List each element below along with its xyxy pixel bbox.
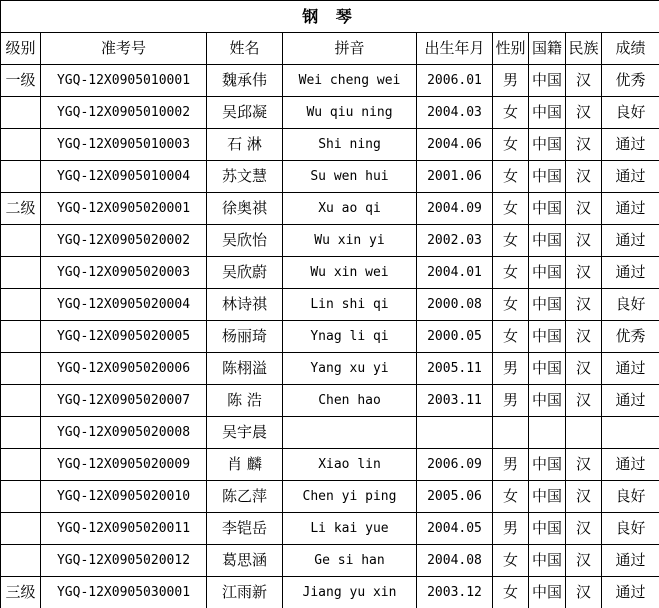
cell-birth: 2006.01 bbox=[417, 65, 493, 97]
cell-level: 三级 bbox=[1, 577, 41, 608]
cell-birth: 2002.03 bbox=[417, 225, 493, 257]
cell-birth: 2001.06 bbox=[417, 161, 493, 193]
cell-grade: 通过 bbox=[602, 129, 659, 161]
cell-pinyin: Chen hao bbox=[283, 385, 417, 417]
cell-birth: 2006.09 bbox=[417, 449, 493, 481]
cell-birth: 2004.06 bbox=[417, 129, 493, 161]
cell-nationality: 中国 bbox=[529, 161, 566, 193]
cell-ethnicity: 汉 bbox=[566, 577, 602, 608]
cell-ethnicity: 汉 bbox=[566, 65, 602, 97]
cell-nationality: 中国 bbox=[529, 97, 566, 129]
cell-exam-id: YGQ-12X0905020012 bbox=[41, 545, 207, 577]
cell-level bbox=[1, 129, 41, 161]
cell-grade: 良好 bbox=[602, 97, 659, 129]
cell-gender: 女 bbox=[493, 257, 529, 289]
cell-ethnicity: 汉 bbox=[566, 353, 602, 385]
cell-level bbox=[1, 257, 41, 289]
table-row bbox=[1, 353, 659, 385]
cell-name: 吴欣怡 bbox=[207, 225, 283, 257]
cell-ethnicity: 汉 bbox=[566, 545, 602, 577]
cell-gender: 女 bbox=[493, 545, 529, 577]
title-row bbox=[1, 1, 659, 33]
cell-name: 苏文慧 bbox=[207, 161, 283, 193]
cell-name: 李铠岳 bbox=[207, 513, 283, 545]
cell-gender: 女 bbox=[493, 289, 529, 321]
cell-grade: 通过 bbox=[602, 449, 659, 481]
table-row bbox=[1, 161, 659, 193]
cell-pinyin bbox=[283, 417, 417, 449]
table-row bbox=[1, 513, 659, 545]
table-row bbox=[1, 65, 659, 97]
cell-birth: 2004.05 bbox=[417, 513, 493, 545]
cell-grade: 通过 bbox=[602, 225, 659, 257]
cell-exam-id: YGQ-12X0905020001 bbox=[41, 193, 207, 225]
table-row bbox=[1, 545, 659, 577]
cell-level bbox=[1, 161, 41, 193]
cell-nationality: 中国 bbox=[529, 65, 566, 97]
cell-pinyin: Shi ning bbox=[283, 129, 417, 161]
cell-exam-id: YGQ-12X0905020010 bbox=[41, 481, 207, 513]
cell-grade bbox=[602, 417, 659, 449]
cell-pinyin: Chen yi ping bbox=[283, 481, 417, 513]
cell-ethnicity: 汉 bbox=[566, 193, 602, 225]
cell-grade: 通过 bbox=[602, 257, 659, 289]
cell-birth: 2000.05 bbox=[417, 321, 493, 353]
cell-level bbox=[1, 481, 41, 513]
table-row bbox=[1, 321, 659, 353]
table-title: 钢 琴 bbox=[1, 1, 659, 33]
cell-level bbox=[1, 97, 41, 129]
cell-gender: 男 bbox=[493, 449, 529, 481]
cell-nationality: 中国 bbox=[529, 289, 566, 321]
cell-level bbox=[1, 289, 41, 321]
cell-exam-id: YGQ-12X0905020006 bbox=[41, 353, 207, 385]
cell-birth: 2004.09 bbox=[417, 193, 493, 225]
cell-nationality: 中国 bbox=[529, 257, 566, 289]
cell-exam-id: YGQ-12X0905020009 bbox=[41, 449, 207, 481]
cell-gender: 女 bbox=[493, 577, 529, 608]
cell-exam-id: YGQ-12X0905020011 bbox=[41, 513, 207, 545]
cell-birth: 2003.12 bbox=[417, 577, 493, 608]
cell-name: 肖 麟 bbox=[207, 449, 283, 481]
cell-pinyin: Li kai yue bbox=[283, 513, 417, 545]
table-row bbox=[1, 97, 659, 129]
cell-nationality: 中国 bbox=[529, 385, 566, 417]
cell-name: 徐奥祺 bbox=[207, 193, 283, 225]
cell-gender: 男 bbox=[493, 353, 529, 385]
cell-name: 石 淋 bbox=[207, 129, 283, 161]
cell-ethnicity: 汉 bbox=[566, 289, 602, 321]
cell-name: 江雨新 bbox=[207, 577, 283, 608]
cell-level bbox=[1, 513, 41, 545]
cell-pinyin: Su wen hui bbox=[283, 161, 417, 193]
cell-nationality: 中国 bbox=[529, 129, 566, 161]
cell-grade: 良好 bbox=[602, 513, 659, 545]
cell-name: 杨丽琦 bbox=[207, 321, 283, 353]
cell-ethnicity: 汉 bbox=[566, 449, 602, 481]
cell-birth: 2003.11 bbox=[417, 385, 493, 417]
cell-nationality: 中国 bbox=[529, 513, 566, 545]
cell-gender: 男 bbox=[493, 513, 529, 545]
table-row bbox=[1, 129, 659, 161]
cell-grade: 良好 bbox=[602, 289, 659, 321]
cell-grade: 良好 bbox=[602, 481, 659, 513]
header-level: 级别 bbox=[1, 33, 41, 65]
cell-level bbox=[1, 225, 41, 257]
cell-name: 魏承伟 bbox=[207, 65, 283, 97]
cell-name: 葛思涵 bbox=[207, 545, 283, 577]
cell-pinyin: Xu ao qi bbox=[283, 193, 417, 225]
cell-exam-id: YGQ-12X0905010001 bbox=[41, 65, 207, 97]
header-name: 姓名 bbox=[207, 33, 283, 65]
cell-ethnicity: 汉 bbox=[566, 225, 602, 257]
header-grade: 成绩 bbox=[602, 33, 659, 65]
table-row bbox=[1, 225, 659, 257]
cell-pinyin: Wu xin yi bbox=[283, 225, 417, 257]
cell-gender: 女 bbox=[493, 161, 529, 193]
cell-ethnicity: 汉 bbox=[566, 97, 602, 129]
cell-nationality: 中国 bbox=[529, 353, 566, 385]
cell-exam-id: YGQ-12X0905020005 bbox=[41, 321, 207, 353]
cell-exam-id: YGQ-12X0905020007 bbox=[41, 385, 207, 417]
cell-ethnicity: 汉 bbox=[566, 257, 602, 289]
cell-nationality: 中国 bbox=[529, 577, 566, 608]
cell-exam-id: YGQ-12X0905020008 bbox=[41, 417, 207, 449]
cell-grade: 通过 bbox=[602, 545, 659, 577]
cell-gender: 女 bbox=[493, 97, 529, 129]
header-nationality: 国籍 bbox=[529, 33, 566, 65]
cell-grade: 优秀 bbox=[602, 65, 659, 97]
table-row bbox=[1, 257, 659, 289]
cell-birth bbox=[417, 417, 493, 449]
cell-nationality: 中国 bbox=[529, 321, 566, 353]
cell-exam-id: YGQ-12X0905020002 bbox=[41, 225, 207, 257]
cell-nationality: 中国 bbox=[529, 481, 566, 513]
cell-level bbox=[1, 321, 41, 353]
cell-exam-id: YGQ-12X0905030001 bbox=[41, 577, 207, 608]
header-ethnicity: 民族 bbox=[566, 33, 602, 65]
cell-birth: 2000.08 bbox=[417, 289, 493, 321]
cell-exam-id: YGQ-12X0905020004 bbox=[41, 289, 207, 321]
header-exam-id: 准考号 bbox=[41, 33, 207, 65]
cell-ethnicity: 汉 bbox=[566, 513, 602, 545]
cell-birth: 2004.03 bbox=[417, 97, 493, 129]
cell-level: 一级 bbox=[1, 65, 41, 97]
cell-name: 陈 浩 bbox=[207, 385, 283, 417]
cell-exam-id: YGQ-12X0905010002 bbox=[41, 97, 207, 129]
table-row bbox=[1, 449, 659, 481]
cell-ethnicity: 汉 bbox=[566, 385, 602, 417]
cell-level bbox=[1, 353, 41, 385]
table-row bbox=[1, 417, 659, 449]
cell-name: 吴宇晨 bbox=[207, 417, 283, 449]
cell-pinyin: Wu xin wei bbox=[283, 257, 417, 289]
cell-exam-id: YGQ-12X0905010004 bbox=[41, 161, 207, 193]
header-birth: 出生年月 bbox=[417, 33, 493, 65]
table-row bbox=[1, 385, 659, 417]
cell-nationality: 中国 bbox=[529, 225, 566, 257]
cell-birth: 2005.06 bbox=[417, 481, 493, 513]
table-row bbox=[1, 577, 659, 608]
cell-name: 陈乙萍 bbox=[207, 481, 283, 513]
cell-ethnicity: 汉 bbox=[566, 129, 602, 161]
cell-pinyin: Jiang yu xin bbox=[283, 577, 417, 608]
cell-ethnicity: 汉 bbox=[566, 161, 602, 193]
cell-pinyin: Ge si han bbox=[283, 545, 417, 577]
cell-gender: 女 bbox=[493, 129, 529, 161]
cell-level bbox=[1, 545, 41, 577]
cell-ethnicity bbox=[566, 417, 602, 449]
cell-name: 林诗祺 bbox=[207, 289, 283, 321]
cell-name: 陈栩溢 bbox=[207, 353, 283, 385]
cell-nationality: 中国 bbox=[529, 449, 566, 481]
cell-pinyin: Lin shi qi bbox=[283, 289, 417, 321]
cell-ethnicity: 汉 bbox=[566, 481, 602, 513]
cell-pinyin: Ynag li qi bbox=[283, 321, 417, 353]
cell-birth: 2005.11 bbox=[417, 353, 493, 385]
cell-grade: 通过 bbox=[602, 161, 659, 193]
cell-level: 二级 bbox=[1, 193, 41, 225]
cell-grade: 通过 bbox=[602, 385, 659, 417]
cell-gender: 女 bbox=[493, 193, 529, 225]
cell-gender: 男 bbox=[493, 65, 529, 97]
cell-grade: 通过 bbox=[602, 353, 659, 385]
cell-grade: 优秀 bbox=[602, 321, 659, 353]
cell-name: 吴欣蔚 bbox=[207, 257, 283, 289]
cell-gender: 女 bbox=[493, 481, 529, 513]
cell-pinyin: Xiao lin bbox=[283, 449, 417, 481]
header-row bbox=[1, 33, 659, 65]
cell-gender: 男 bbox=[493, 385, 529, 417]
cell-gender bbox=[493, 417, 529, 449]
table-row bbox=[1, 193, 659, 225]
cell-gender: 女 bbox=[493, 321, 529, 353]
cell-birth: 2004.08 bbox=[417, 545, 493, 577]
cell-level bbox=[1, 417, 41, 449]
cell-grade: 通过 bbox=[602, 193, 659, 225]
cell-ethnicity: 汉 bbox=[566, 321, 602, 353]
header-pinyin: 拼音 bbox=[283, 33, 417, 65]
cell-nationality: 中国 bbox=[529, 193, 566, 225]
cell-exam-id: YGQ-12X0905010003 bbox=[41, 129, 207, 161]
cell-gender: 女 bbox=[493, 225, 529, 257]
cell-pinyin: Wei cheng wei bbox=[283, 65, 417, 97]
cell-pinyin: Wu qiu ning bbox=[283, 97, 417, 129]
cell-nationality: 中国 bbox=[529, 545, 566, 577]
cell-pinyin: Yang xu yi bbox=[283, 353, 417, 385]
header-gender: 性别 bbox=[493, 33, 529, 65]
table-row bbox=[1, 481, 659, 513]
cell-level bbox=[1, 449, 41, 481]
cell-birth: 2004.01 bbox=[417, 257, 493, 289]
cell-grade: 通过 bbox=[602, 577, 659, 608]
cell-name: 吴邱凝 bbox=[207, 97, 283, 129]
cell-exam-id: YGQ-12X0905020003 bbox=[41, 257, 207, 289]
cell-level bbox=[1, 385, 41, 417]
table-row bbox=[1, 289, 659, 321]
cell-nationality bbox=[529, 417, 566, 449]
